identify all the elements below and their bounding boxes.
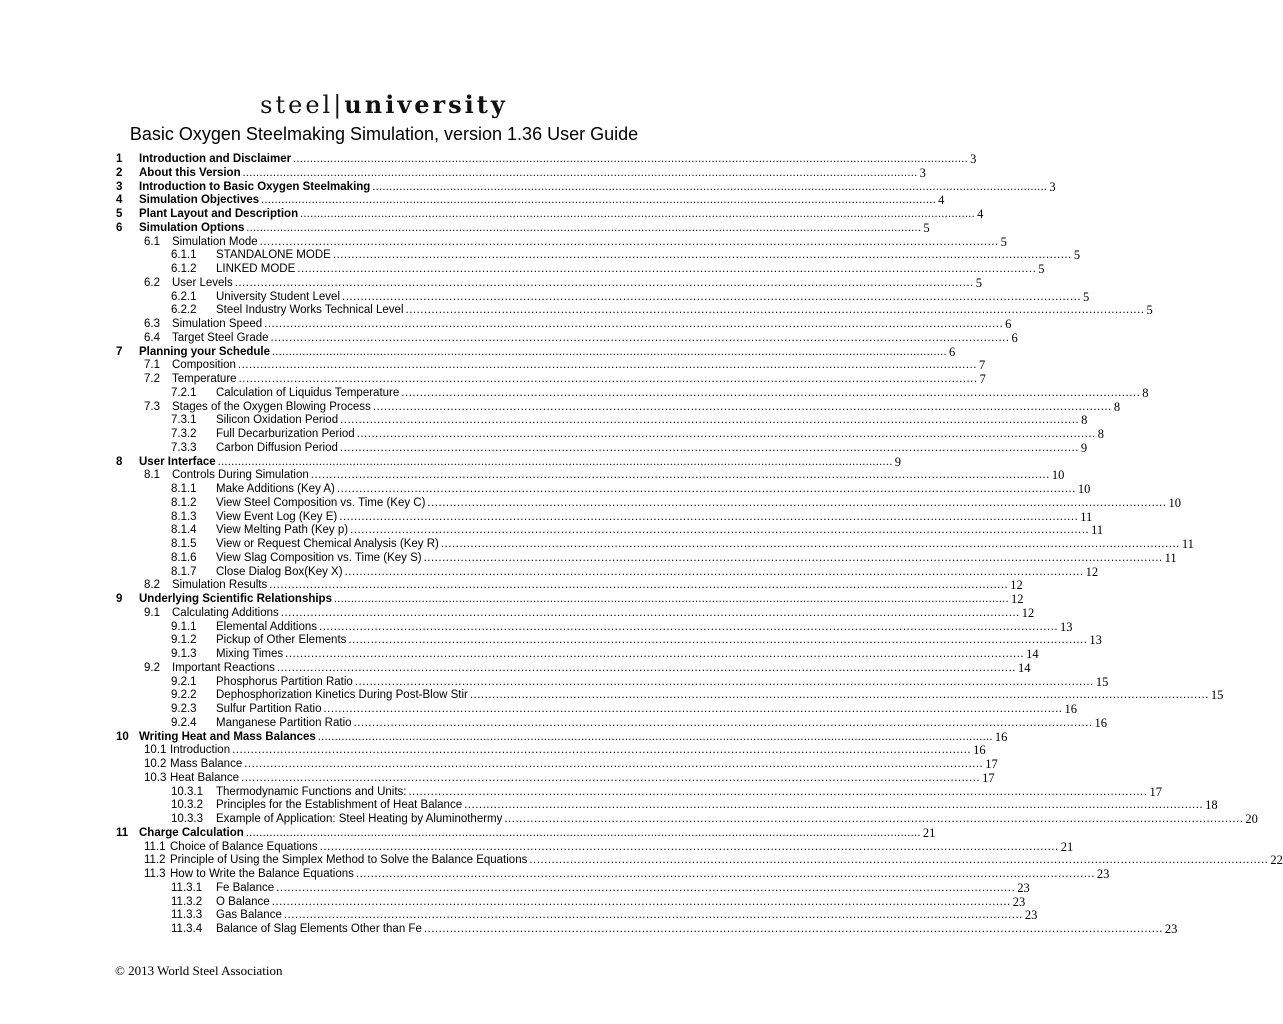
toc-entry[interactable] xyxy=(116,495,1181,511)
toc-entry[interactable] xyxy=(116,152,977,167)
toc-entry-page: 23 xyxy=(1024,908,1038,923)
toc-entry-title: Temperature xyxy=(172,373,237,385)
dot-leader: ........................................................................................................................................................................................................ xyxy=(244,758,984,770)
toc-entry-page: 5 xyxy=(1038,262,1045,276)
toc-entry-title: About this Version xyxy=(139,166,241,179)
dot-leader: ........................................................................................................................................................................................................ xyxy=(276,661,1016,674)
toc-entry[interactable] xyxy=(116,289,1090,305)
toc-entry-title: View Steel Composition vs. Time (Key C) xyxy=(216,496,426,509)
toc-entry-page: 8 xyxy=(1097,427,1104,441)
toc-entry-title: Full Decarburization Period xyxy=(216,428,355,440)
document-title: Basic Oxygen Steelmaking Simulation, version 1.36 User Guide xyxy=(129,124,639,144)
toc-entry-page: 15 xyxy=(1095,674,1109,689)
toc-entry-number: 7 xyxy=(116,345,123,358)
toc-entry[interactable] xyxy=(116,454,901,470)
toc-entry-page: 5 xyxy=(1083,289,1090,304)
dot-leader: ........................................................................................................................................................................................................ xyxy=(336,483,1076,495)
toc-entry-page: 14 xyxy=(1026,647,1039,661)
toc-entry[interactable] xyxy=(116,275,982,291)
toc-entry[interactable] xyxy=(116,578,1023,593)
toc-entry[interactable] xyxy=(116,592,1024,607)
dot-leader: ........................................................................................................................................................................................................ xyxy=(217,455,893,468)
toc-entry-number: 9.1 xyxy=(144,606,160,619)
dot-leader: ........................................................................................................................................................................................................ xyxy=(469,689,1209,702)
toc-entry-number: 8.1.4 xyxy=(171,524,197,537)
toc-entry-page: 13 xyxy=(1060,619,1073,634)
toc-entry-page: 7 xyxy=(978,358,986,373)
toc-entry-number: 10.3.3 xyxy=(171,813,203,825)
toc-entry-title: Fe Balance xyxy=(216,881,275,894)
toc-entry-title: Important Reactions xyxy=(172,661,275,674)
toc-entry-title: Pickup of Other Elements xyxy=(216,634,347,647)
toc-entry-number: 8.1.5 xyxy=(171,538,197,550)
toc-entry-title: View or Request Chemical Analysis (Key R) xyxy=(216,538,439,550)
toc-entry[interactable] xyxy=(116,330,1018,346)
toc-entry[interactable] xyxy=(116,922,1178,937)
toc-entry[interactable] xyxy=(116,207,984,222)
toc-entry-number: 11.3.3 xyxy=(171,909,203,922)
toc-entry-number: 8 xyxy=(116,455,123,468)
toc-entry-page: 11 xyxy=(1164,550,1177,565)
brand-part1: steel xyxy=(260,91,334,119)
toc-entry-page: 12 xyxy=(1010,578,1023,593)
toc-entry-page: 12 xyxy=(1021,605,1035,620)
toc-entry-title: Simulation Results xyxy=(172,579,268,592)
dot-leader: ........................................................................................................................................................................................................ xyxy=(405,304,1145,317)
toc-entry[interactable] xyxy=(116,633,1102,648)
dot-leader: ........................................................................................................................................................................................................ xyxy=(319,620,1059,633)
toc-entry-page: 9 xyxy=(894,454,901,469)
dot-leader: ........................................................................................................................................................................................................ xyxy=(293,153,969,165)
toc-entry[interactable] xyxy=(116,399,1121,415)
toc-entry[interactable] xyxy=(116,482,1091,497)
toc-entry-number: 9.1.2 xyxy=(171,634,197,647)
brand-separator: | xyxy=(333,91,345,119)
toc-entry[interactable] xyxy=(116,757,998,772)
toc-entry-title: Principles for the Establishment of Heat Balance xyxy=(216,799,463,812)
toc-entry-page: 9 xyxy=(1080,440,1088,455)
toc-entry-number: 11.2 xyxy=(144,854,166,867)
toc-entry-title: Introduction to Basic Oxygen Steelmaking xyxy=(139,180,371,193)
toc-entry[interactable] xyxy=(116,344,956,360)
toc-entry-title: Mixing Times xyxy=(216,648,284,660)
toc-entry-page: 23 xyxy=(1164,922,1178,936)
brand-part2: university xyxy=(344,90,508,119)
toc-entry-title: Choice of Balance Equations xyxy=(170,840,318,853)
toc-entry-number: 11.1 xyxy=(144,840,166,853)
toc-entry-number: 8.1 xyxy=(144,469,160,482)
toc-entry-title: Underlying Scientific Relationships xyxy=(139,593,332,605)
toc-entry-page: 21 xyxy=(922,825,936,840)
toc-entry-number: 8.2 xyxy=(144,579,160,592)
dot-leader: ........................................................................................................................................................................................................ xyxy=(285,648,1025,660)
toc-entry[interactable] xyxy=(116,358,986,373)
toc-entry-number: 6.4 xyxy=(144,331,160,344)
dot-leader: ........................................................................................................................................................................................................ xyxy=(339,510,1079,523)
toc-entry[interactable] xyxy=(116,894,1026,910)
toc-entry-number: 6.1.1 xyxy=(171,249,197,262)
toc-entry[interactable] xyxy=(116,564,1099,580)
dot-leader: ........................................................................................................................................................................................................ xyxy=(297,263,1037,275)
toc-entry[interactable] xyxy=(116,880,1030,896)
dot-leader: ........................................................................................................................................................................................................ xyxy=(423,551,1163,564)
toc-entry-title: Simulation Options xyxy=(139,221,245,234)
toc-entry-title: Calculating Additions xyxy=(172,606,279,619)
toc-entry-page: 8 xyxy=(1113,399,1121,414)
toc-entry-number: 2 xyxy=(116,166,123,179)
toc-entry-page: 5 xyxy=(1073,248,1081,263)
toc-entry-page: 11 xyxy=(1181,537,1194,551)
toc-entry-title: Planning your Schedule xyxy=(139,345,270,358)
toc-entry-number: 10.3 xyxy=(144,771,167,784)
toc-entry-number: 4 xyxy=(116,194,123,207)
toc-entry[interactable] xyxy=(116,784,1162,800)
toc-entry-number: 6.2.2 xyxy=(171,304,197,317)
toc-entry-title: Gas Balance xyxy=(216,909,282,922)
toc-entry-title: Introduction and Disclaimer xyxy=(139,153,292,165)
toc-entry[interactable] xyxy=(116,385,1149,401)
toc-entry[interactable] xyxy=(116,248,1081,263)
toc-entry-page: 8 xyxy=(1081,413,1088,428)
copyright-footer: © 2013 World Steel Association xyxy=(115,963,283,978)
dot-leader: ........................................................................................................................................................................................................ xyxy=(339,441,1079,454)
toc-entry-page: 22 xyxy=(1270,853,1283,868)
dot-leader: ........................................................................................................................................................................................................ xyxy=(344,565,1084,578)
toc-entry-number: 11.3.4 xyxy=(171,923,203,935)
toc-entry-number: 8.1.1 xyxy=(171,483,197,495)
toc-entry[interactable] xyxy=(116,303,1153,318)
toc-entry-number: 7.3 xyxy=(144,400,160,413)
toc-entry-number: 6 xyxy=(116,221,123,234)
toc-entry-page: 4 xyxy=(938,193,945,208)
toc-entry-title: Elemental Additions xyxy=(216,620,318,633)
toc-entry-number: 7.3.2 xyxy=(171,428,197,440)
dot-leader: ........................................................................................................................................................................................................ xyxy=(464,799,1204,812)
dot-leader: ........................................................................................................................................................................................................ xyxy=(234,276,974,289)
toc-entry-number: 7.1 xyxy=(144,359,160,372)
toc-entry-number: 10.3.2 xyxy=(171,799,203,812)
toc-entry-page: 3 xyxy=(919,165,926,180)
toc-entry-number: 11.3.2 xyxy=(171,895,203,908)
toc-entry[interactable] xyxy=(116,619,1073,635)
toc-entry[interactable] xyxy=(116,770,995,786)
toc-entry-title: Plant Layout and Description xyxy=(139,208,299,220)
dot-leader: ........................................................................................................................................................................................................ xyxy=(300,208,976,220)
toc-entry-page: 5 xyxy=(1146,303,1153,318)
toc-entry-page: 16 xyxy=(1064,702,1077,716)
toc-entry-number: 6.3 xyxy=(144,318,160,330)
toc-entry-title: Simulation Objectives xyxy=(139,194,260,207)
toc-entry-title: Example of Application: Steel Heating by Aluminothermy xyxy=(216,813,503,825)
toc-entry[interactable] xyxy=(116,165,926,181)
toc-entry-title: Principle of Using the Simplex Method to Solve the Balance Equations xyxy=(170,854,528,867)
toc-entry-page: 21 xyxy=(1060,839,1074,854)
toc-entry-page: 6 xyxy=(1011,330,1018,345)
dot-leader: ........................................................................................................................................................................................................ xyxy=(353,716,1093,729)
toc-entry[interactable] xyxy=(116,674,1109,690)
toc-entry-title: Steel Industry Works Technical Level xyxy=(216,304,404,317)
toc-entry[interactable] xyxy=(116,729,1008,745)
dot-leader: ........................................................................................................................................................................................................ xyxy=(401,386,1141,399)
dot-leader: ........................................................................................................................................................................................................ xyxy=(333,593,1009,605)
dot-leader: ........................................................................................................................................................................................................ xyxy=(237,359,977,372)
toc-entry-page: 16 xyxy=(973,743,986,758)
dot-leader: ........................................................................................................................................................................................................ xyxy=(529,854,1269,867)
toc-entry-title: Simulation Mode xyxy=(172,235,258,248)
toc-entry[interactable] xyxy=(116,179,1056,195)
toc-entry[interactable] xyxy=(116,715,1108,731)
toc-entry[interactable] xyxy=(116,812,1258,827)
toc-entry-page: 10 xyxy=(1077,482,1091,496)
toc-entry[interactable] xyxy=(116,550,1177,566)
toc-entry-title: Manganese Partition Ratio xyxy=(216,716,352,729)
toc-entry[interactable] xyxy=(116,702,1077,717)
dot-leader: ........................................................................................................................................................................................................ xyxy=(355,868,1095,880)
toc-entry-number: 8.1.3 xyxy=(171,510,197,523)
toc-entry-number: 7.2.1 xyxy=(171,386,197,399)
dot-leader: ........................................................................................................................................................................................................ xyxy=(232,744,972,757)
toc-entry-title: Dephosphorization Kinetics During Post-Blow Stir xyxy=(216,689,468,702)
toc-entry-number: 10.3.1 xyxy=(171,785,203,798)
toc-entry[interactable] xyxy=(116,537,1194,552)
toc-entry-title: Make Additions (Key A) xyxy=(216,483,335,495)
toc-entry-page: 4 xyxy=(977,207,984,221)
toc-entry-title: LINKED MODE xyxy=(216,263,296,275)
toc-entry-title: Writing Heat and Mass Balances xyxy=(139,730,316,743)
toc-entry-title: User Levels xyxy=(172,276,233,289)
dot-leader: ........................................................................................................................................................................................................ xyxy=(323,703,1063,715)
toc-entry-title: View Event Log (Key E) xyxy=(216,510,338,523)
toc-entry-number: 9.2.4 xyxy=(171,716,197,729)
dot-leader: ........................................................................................................................................................................................................ xyxy=(317,730,993,743)
toc-entry-page: 16 xyxy=(994,729,1008,744)
toc-entry-number: 6.1 xyxy=(144,235,160,248)
toc-entry[interactable] xyxy=(116,193,945,208)
toc-entry-number: 10 xyxy=(116,730,129,743)
dot-leader: ........................................................................................................................................................................................................ xyxy=(259,235,999,248)
toc-entry-title: View Melting Path (Key p) xyxy=(216,524,349,537)
toc-entry-number: 11.3.1 xyxy=(171,881,203,894)
toc-entry-number: 7.2 xyxy=(144,373,160,385)
dot-leader: ........................................................................................................................................................................................................ xyxy=(269,579,1009,592)
dot-leader: ........................................................................................................................................................................................................ xyxy=(319,840,1059,853)
toc-entry-page: 17 xyxy=(985,757,998,771)
toc-entry-number: 6.1.2 xyxy=(171,263,197,275)
toc-entry-title: Mass Balance xyxy=(170,758,243,770)
toc-entry-number: 6.2 xyxy=(144,276,160,289)
dot-leader: ........................................................................................................................................................................................................ xyxy=(272,345,947,358)
dot-leader: ........................................................................................................................................................................................................ xyxy=(280,606,1020,619)
toc-entry-title: Carbon Diffusion Period xyxy=(216,441,338,454)
toc-entry[interactable] xyxy=(116,647,1039,662)
dot-leader: ........................................................................................................................................................................................................ xyxy=(283,909,1023,922)
dot-leader: ........................................................................................................................................................................................................ xyxy=(261,194,937,207)
toc-entry-number: 8.1.2 xyxy=(171,496,197,509)
toc-entry[interactable] xyxy=(116,317,1012,332)
toc-entry-number: 7.3.3 xyxy=(171,441,197,454)
dot-leader: ........................................................................................................................................................................................................ xyxy=(408,785,1148,798)
toc-entry-page: 10 xyxy=(1168,495,1181,510)
dot-leader: ........................................................................................................................................................................................................ xyxy=(372,180,1048,193)
toc-entry-title: Heat Balance xyxy=(170,771,240,784)
toc-entry-page: 6 xyxy=(949,344,956,359)
toc-entry-number: 3 xyxy=(116,180,123,193)
toc-entry-title: Close Dialog Box(Key X) xyxy=(216,565,343,578)
dot-leader: ........................................................................................................................................................................................................ xyxy=(440,538,1180,550)
toc-entry-number: 8.1.6 xyxy=(171,551,197,564)
toc-entry-page: 23 xyxy=(1017,880,1030,895)
toc-entry-page: 8 xyxy=(1142,385,1149,400)
toc-entry-page: 17 xyxy=(1149,784,1162,799)
toc-entry[interactable] xyxy=(116,440,1088,456)
toc-entry-page: 7 xyxy=(979,372,986,386)
toc-entry-number: 10.1 xyxy=(144,744,167,757)
toc-entry-page: 20 xyxy=(1245,812,1258,826)
toc-entry-number: 9.2.1 xyxy=(171,675,197,688)
table-of-contents xyxy=(116,152,1283,937)
toc-entry-number: 10.2 xyxy=(144,758,167,770)
toc-entry-page: 23 xyxy=(1096,867,1110,881)
toc-entry-page: 3 xyxy=(970,152,977,166)
dot-leader: ........................................................................................................................................................................................................ xyxy=(332,249,1072,262)
toc-entry-number: 9.1.1 xyxy=(171,620,197,633)
toc-entry-number: 6.2.1 xyxy=(171,290,197,303)
dot-leader: ........................................................................................................................................................................................................ xyxy=(310,469,1050,482)
toc-entry-number: 7.3.1 xyxy=(171,414,197,427)
toc-entry-page: 5 xyxy=(1000,234,1007,249)
toc-entry[interactable] xyxy=(116,798,1218,813)
toc-entry-title: How to Write the Balance Equations xyxy=(170,868,354,880)
toc-entry[interactable] xyxy=(116,220,930,236)
dot-leader: ........................................................................................................................................................................................................ xyxy=(245,826,921,839)
dot-leader: ........................................................................................................................................................................................................ xyxy=(264,318,1004,330)
toc-entry-title: Composition xyxy=(172,359,236,372)
toc-entry[interactable] xyxy=(116,523,1104,538)
toc-entry-number: 1 xyxy=(116,153,123,165)
toc-entry[interactable] xyxy=(116,262,1045,277)
toc-entry-title: Silicon Oxidation Period xyxy=(216,414,339,427)
toc-entry-page: 12 xyxy=(1085,564,1099,579)
dot-leader: ........................................................................................................................................................................................................ xyxy=(348,634,1088,647)
toc-entry-page: 14 xyxy=(1017,660,1031,675)
toc-entry[interactable] xyxy=(116,867,1110,882)
toc-entry-title: University Student Level xyxy=(216,290,341,303)
toc-entry[interactable] xyxy=(116,660,1031,676)
toc-entry-page: 18 xyxy=(1205,798,1218,813)
toc-entry[interactable] xyxy=(116,853,1283,868)
toc-entry[interactable] xyxy=(116,743,986,758)
dot-leader: ........................................................................................................................................................................................................ xyxy=(271,895,1011,908)
toc-entry-title: Thermodynamic Functions and Units: xyxy=(216,785,407,798)
toc-entry-number: 9.1.3 xyxy=(171,648,197,660)
toc-entry-title: View Slag Composition vs. Time (Key S) xyxy=(216,551,422,564)
toc-entry[interactable] xyxy=(116,234,1007,250)
toc-entry-page: 16 xyxy=(1094,715,1108,730)
dot-leader: ........................................................................................................................................................................................................ xyxy=(427,496,1167,509)
toc-entry-title: O Balance xyxy=(216,895,270,908)
toc-entry-page: 5 xyxy=(975,275,982,290)
toc-entry-title: Sulfur Partition Ratio xyxy=(216,703,322,715)
toc-entry-page: 5 xyxy=(923,220,930,235)
toc-entry[interactable] xyxy=(116,825,936,841)
dot-leader: ........................................................................................................................................................................................................ xyxy=(270,331,1010,344)
toc-entry-page: 11 xyxy=(1091,523,1104,538)
toc-entry-number: 5 xyxy=(116,208,123,220)
toc-entry-title: Target Steel Grade xyxy=(172,331,269,344)
dot-leader: ........................................................................................................................................................................................................ xyxy=(340,414,1080,427)
toc-entry[interactable] xyxy=(116,908,1038,923)
toc-entry[interactable] xyxy=(116,372,986,387)
dot-leader: ........................................................................................................................................................................................................ xyxy=(423,923,1163,935)
toc-entry-title: Calculation of Liquidus Temperature xyxy=(216,386,400,399)
dot-leader: ........................................................................................................................................................................................................ xyxy=(372,400,1112,413)
toc-entry-title: Phosphorus Partition Ratio xyxy=(216,675,353,688)
toc-entry-title: Controls During Simulation xyxy=(172,469,309,482)
dot-leader: ........................................................................................................................................................................................................ xyxy=(241,771,981,784)
toc-entry-number: 11 xyxy=(116,826,129,839)
toc-entry-title: Charge Calculation xyxy=(139,826,244,839)
toc-entry-title: Introduction xyxy=(170,744,231,757)
dot-leader: ........................................................................................................................................................................................................ xyxy=(350,524,1090,537)
toc-entry-page: 13 xyxy=(1089,633,1102,648)
toc-entry[interactable] xyxy=(116,509,1093,525)
toc-entry-page: 17 xyxy=(982,770,995,785)
toc-entry[interactable] xyxy=(116,413,1088,428)
toc-entry-page: 6 xyxy=(1005,317,1012,331)
toc-entry-number: 11.3 xyxy=(144,868,166,880)
toc-entry-number: 8.1.7 xyxy=(171,565,197,578)
dot-leader: ........................................................................................................................................................................................................ xyxy=(242,166,918,179)
toc-entry-number: 9.2.2 xyxy=(171,689,197,702)
toc-entry[interactable] xyxy=(116,688,1224,703)
toc-entry-number: 9 xyxy=(116,593,123,605)
dot-leader: ........................................................................................................................................................................................................ xyxy=(276,881,1016,894)
toc-entry[interactable] xyxy=(116,468,1065,483)
toc-entry-number: 9.2 xyxy=(144,661,160,674)
toc-entry-title: Stages of the Oxygen Blowing Process xyxy=(172,400,371,413)
dot-leader: ........................................................................................................................................................................................................ xyxy=(354,675,1094,688)
toc-entry-title: STANDALONE MODE xyxy=(216,249,331,262)
toc-entry[interactable] xyxy=(116,839,1074,855)
dot-leader: ........................................................................................................................................................................................................ xyxy=(356,428,1096,440)
toc-entry-page: 23 xyxy=(1012,894,1026,909)
toc-entry-title: Balance of Slag Elements Other than Fe xyxy=(216,923,422,935)
dot-leader: ........................................................................................................................................................................................................ xyxy=(504,813,1244,825)
toc-entry[interactable] xyxy=(116,427,1104,442)
toc-entry-title: Simulation Speed xyxy=(172,318,263,330)
toc-entry-title: User Interface xyxy=(139,455,216,468)
dot-leader: ........................................................................................................................................................................................................ xyxy=(246,221,922,234)
toc-entry-number: 9.2.3 xyxy=(171,703,197,715)
toc-entry-page: 12 xyxy=(1010,592,1024,606)
toc-entry-page: 3 xyxy=(1049,179,1056,194)
toc-entry-page: 11 xyxy=(1080,509,1093,524)
toc-entry[interactable] xyxy=(116,605,1035,621)
dot-leader: ........................................................................................................................................................................................................ xyxy=(238,373,978,385)
toc-entry-page: 10 xyxy=(1051,468,1065,483)
brand-logo xyxy=(0,90,768,119)
dot-leader: ........................................................................................................................................................................................................ xyxy=(342,290,1082,303)
toc-entry-page: 15 xyxy=(1210,688,1224,703)
